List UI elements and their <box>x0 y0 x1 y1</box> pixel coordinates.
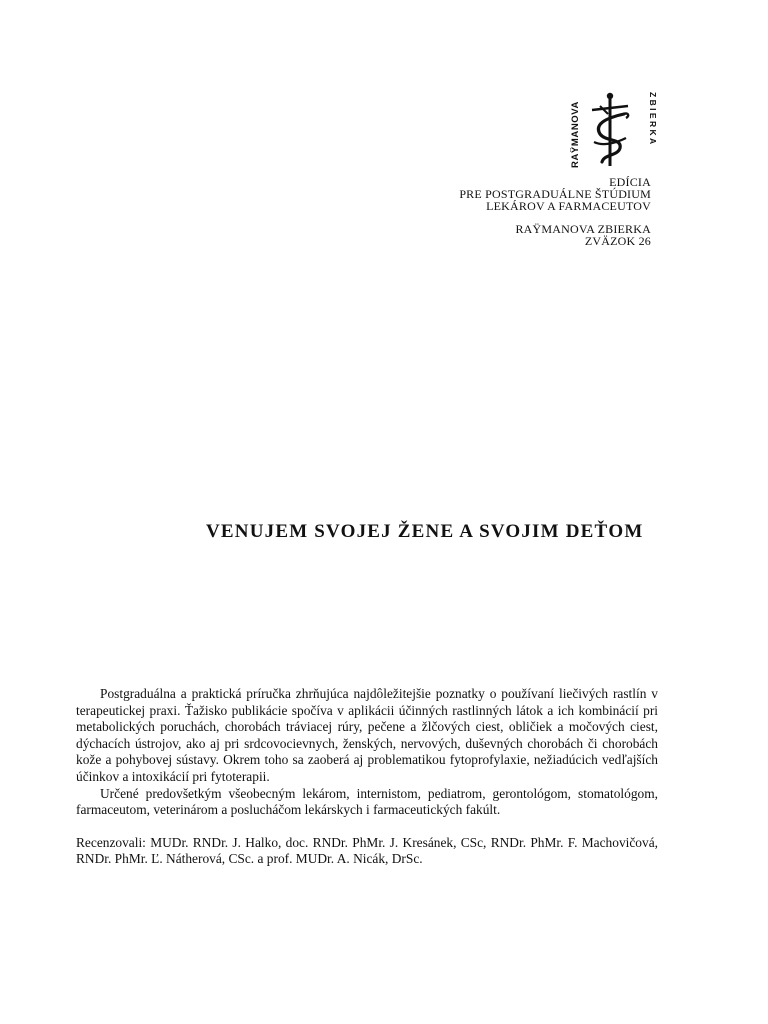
abstract-block <box>76 686 658 868</box>
series-line-lekarov: LEKÁROV A FARMACEUTOV <box>486 199 651 213</box>
series-info <box>459 176 651 247</box>
caduceus-icon <box>566 84 660 170</box>
svg-text:ZBIERKA: ZBIERKA <box>648 92 658 147</box>
series-line-postgradual: PRE POSTGRADUÁLNE ŠTÚDIUM <box>459 187 651 201</box>
abstract-paragraph-2: Určené predovšetkým všeobecným lekárom, internistom, pediatrom, gerontológom, stomatológom, farmaceutom, veterinárom a poslucháčom lekárskych i farmaceutických fakúlt. <box>76 785 658 818</box>
dedication: VENUJEM SVOJEJ ŽENE A SVOJIM DEŤOM <box>206 521 644 542</box>
series-line-zvazok: ZVÄZOK 26 <box>584 234 651 248</box>
series-line-edicia: EDÍCIA <box>609 175 651 189</box>
publisher-logo <box>566 84 660 170</box>
series-line-zbierka: RAŸMANOVA ZBIERKA <box>515 222 651 236</box>
abstract-paragraph-1: Postgraduálna a praktická príručka zhrňujúca najdôležitejšie poznatky o používaní liečivých rastlín v terapeutickej praxi. Ťažisko publikácie spočíva v aplikácii účinných rastlinných látok a ich kombinácií pri metabolických poruchách, chorobách tráviacej rúry, pečene a žlčových ciest, obličiek a močových ciest, dýchacích ústrojov, ako aj pri srdcovocievnych, ženských, nervových, duševných chorobách či chorobách kože a pohybovej sústavy. Okrem toho sa zaoberá aj problematikou fytoprofylaxie, nežiadúcich vedľajších účinkov a intoxikácií pri fytoterapii. <box>76 686 658 784</box>
reviewers-paragraph: Recenzovali: MUDr. RNDr. J. Halko, doc. RNDr. PhMr. J. Kresánek, CSc, RNDr. PhMr. F. Machovičová, RNDr. PhMr. Ľ. Nátherová, CSc. a prof. MUDr. A. Nicák, DrSc. <box>76 834 658 867</box>
svg-text:RAŸMANOVA: RAŸMANOVA <box>570 101 581 168</box>
